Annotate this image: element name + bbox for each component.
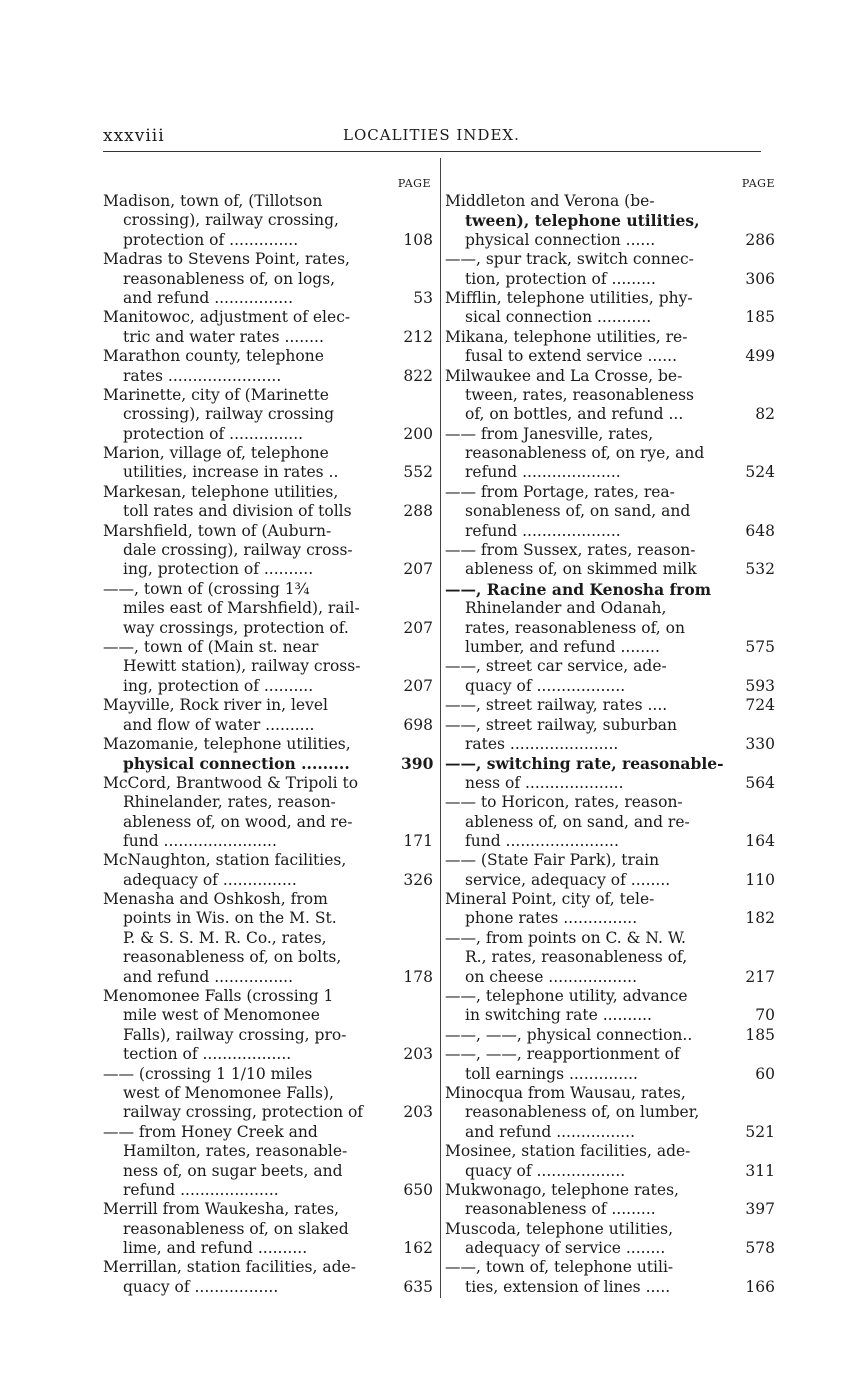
index-line	[103, 405, 433, 424]
index-line	[445, 483, 775, 502]
index-entry-text: rates, reasonableness of, on	[465, 618, 685, 637]
index-entry-text: tween), telephone utilities,	[465, 211, 700, 231]
index-line	[103, 871, 433, 890]
index-entry-text: Hamilton, rates, reasonable-	[123, 1142, 348, 1161]
index-entry-text: crossing), railway crossing,	[123, 211, 339, 230]
index-line	[445, 677, 775, 696]
index-entry-text: physical connection ......	[465, 230, 656, 249]
index-entry-text: ——, town of, telephone utili-	[445, 1258, 674, 1277]
index-line	[445, 1162, 775, 1181]
index-entry-text: way crossings, protection of.	[123, 618, 349, 637]
index-entry-text: Markesan, telephone utilities,	[103, 482, 339, 501]
page-reference: 499	[745, 347, 775, 366]
index-entry-text: ——, spur track, switch connec-	[445, 250, 694, 269]
index-entry-text: —— (crossing 1 1/10 miles	[103, 1064, 313, 1083]
index-line	[445, 1123, 775, 1142]
index-entry-text: protection of ..............	[123, 230, 299, 249]
index-line	[103, 968, 433, 987]
index-entry-text: ——, ——, physical connection..	[445, 1025, 693, 1044]
index-line	[445, 308, 775, 327]
page-reference: 650	[403, 1180, 433, 1199]
page-reference: 178	[403, 967, 433, 986]
index-entry-text: ——, from points on C. & N. W.	[445, 928, 686, 947]
index-entry-text: reasonableness of, on logs,	[123, 269, 336, 288]
index-entry-text: Milwaukee and La Crosse, be-	[445, 366, 683, 385]
page-reference: 212	[403, 327, 433, 346]
index-line	[103, 619, 433, 638]
index-entry-text: dale crossing), railway cross-	[123, 541, 353, 560]
page-reference: 166	[745, 1277, 775, 1296]
page-reference: 207	[403, 618, 433, 637]
page-reference: 521	[745, 1122, 775, 1141]
index-entry-text: ——, town of (Main st. near	[103, 637, 319, 656]
page-reference: 203	[403, 1045, 433, 1064]
page-reference: 524	[745, 463, 775, 482]
page-reference: 326	[403, 870, 433, 889]
index-entry-text: phone rates ...............	[465, 909, 638, 928]
index-line	[103, 444, 433, 463]
index-line	[103, 231, 433, 250]
page-reference: 822	[403, 366, 433, 385]
index-line	[103, 425, 433, 444]
index-entry-text: ——, ——, reapportionment of	[445, 1045, 680, 1064]
index-entry-text: Mayville, Rock river in, level	[103, 696, 328, 715]
page-reference: 162	[403, 1239, 433, 1258]
index-entry-text: tric and water rates ........	[123, 327, 324, 346]
index-entry-text: tween, rates, reasonableness	[465, 385, 694, 404]
page-reference: 185	[745, 1025, 775, 1044]
index-line	[445, 270, 775, 289]
index-entry-text: —— from Honey Creek and	[103, 1122, 318, 1141]
index-entry-text: ties, extension of lines .....	[465, 1277, 671, 1296]
index-entry-text: Falls), railway crossing, pro-	[123, 1025, 347, 1044]
index-entry-text: Mifflin, telephone utilities, phy-	[445, 288, 693, 307]
index-entry-text: P. & S. S. M. R. Co., rates,	[123, 928, 327, 947]
page-reference: 390	[401, 754, 434, 774]
index-line	[103, 754, 433, 773]
index-line	[445, 793, 775, 812]
index-line	[445, 522, 775, 541]
index-entry-text: tion, protection of .........	[465, 269, 656, 288]
index-line	[445, 425, 775, 444]
index-entry-text: Madison, town of, (Tillotson	[103, 192, 323, 210]
index-column-left	[103, 175, 433, 1297]
index-line	[445, 929, 775, 948]
index-entry-text: Mineral Point, city of, tele-	[445, 890, 655, 909]
index-entry-text: —— to Horicon, rates, reason-	[445, 793, 683, 812]
page-reference: 593	[745, 676, 775, 695]
index-line	[103, 929, 433, 948]
index-entry-text: ——, street car service, ade-	[445, 657, 667, 676]
index-entry-text: Marion, village of, telephone	[103, 444, 329, 463]
index-line	[103, 386, 433, 405]
page-reference: 288	[403, 502, 433, 521]
page-reference: 53	[413, 288, 433, 307]
index-entry-text: reasonableness of .........	[465, 1200, 656, 1219]
index-entry-text: McCord, Brantwood & Tripoli to	[103, 773, 359, 792]
page-reference: 698	[403, 715, 433, 734]
index-line	[103, 463, 433, 482]
index-entry-text: adequacy of ...............	[123, 870, 297, 889]
index-entry-text: Marinette, city of (Marinette	[103, 385, 329, 404]
index-line	[445, 1006, 775, 1025]
index-line	[103, 716, 433, 735]
index-entry-text: R., rates, reasonableness of,	[465, 948, 688, 967]
index-line	[445, 289, 775, 308]
page-number: xxxviii	[103, 126, 165, 146]
index-entry-text: refund ....................	[465, 521, 621, 540]
index-line	[445, 735, 775, 754]
index-entry-text: ——, street railway, rates ....	[445, 696, 668, 715]
index-line	[445, 444, 775, 463]
index-entry-text: and refund ................	[123, 288, 294, 307]
index-line	[445, 1200, 775, 1219]
index-entry-text: ——, street railway, suburban	[445, 715, 677, 734]
page-reference: 182	[745, 909, 775, 928]
index-line	[445, 386, 775, 405]
index-entry-text: ——, telephone utility, advance	[445, 987, 688, 1006]
index-line	[103, 1103, 433, 1122]
index-line	[445, 599, 775, 618]
index-entry-text: railway crossing, protection of	[123, 1103, 364, 1122]
page-reference: 108	[403, 230, 433, 249]
index-line	[103, 696, 433, 715]
index-line	[445, 696, 775, 715]
index-entry-text: toll earnings ..............	[465, 1064, 638, 1083]
index-entry-text: Manitowoc, adjustment of elec-	[103, 308, 351, 327]
index-line	[103, 948, 433, 967]
index-line	[103, 657, 433, 676]
index-entry-text: ness of, on sugar beets, and	[123, 1161, 343, 1180]
index-entry-text: sonableness of, on sand, and	[465, 502, 691, 521]
index-entry-text: service, adequacy of ........	[465, 870, 671, 889]
index-entry-text: tection of ..................	[123, 1045, 292, 1064]
index-line	[103, 367, 433, 386]
index-line	[103, 1142, 433, 1161]
index-entry-text: quacy of .................	[123, 1277, 279, 1296]
index-entry-text: points in Wis. on the M. St.	[123, 909, 337, 928]
index-entry-text: fusal to extend service ......	[465, 347, 678, 366]
index-entry-text: Muscoda, telephone utilities,	[445, 1219, 674, 1238]
index-line	[103, 890, 433, 909]
index-line	[103, 1006, 433, 1025]
index-line	[445, 774, 775, 793]
index-line	[103, 1200, 433, 1219]
page-reference: 164	[745, 831, 775, 850]
index-line	[445, 832, 775, 851]
index-entry-text: Merrill from Waukesha, rates,	[103, 1200, 340, 1219]
index-line	[103, 1045, 433, 1064]
index-line	[103, 192, 433, 211]
index-line	[445, 231, 775, 250]
index-line	[445, 657, 775, 676]
index-entry-text: west of Menomonee Falls),	[123, 1083, 334, 1102]
index-line	[103, 851, 433, 870]
index-line	[103, 289, 433, 308]
index-line	[103, 502, 433, 521]
page-reference: 217	[745, 967, 775, 986]
index-entry-text: Mukwonago, telephone rates,	[445, 1180, 679, 1199]
page-reference: 724	[745, 696, 775, 715]
index-line	[445, 948, 775, 967]
page-header	[103, 126, 761, 150]
index-line	[445, 638, 775, 657]
index-line	[445, 871, 775, 890]
index-line	[445, 328, 775, 347]
index-line	[445, 463, 775, 482]
page-reference: 330	[745, 734, 775, 753]
index-line	[103, 677, 433, 696]
index-line	[103, 638, 433, 657]
index-line	[445, 1103, 775, 1122]
index-line	[445, 192, 775, 211]
running-head: LOCALITIES INDEX.	[343, 126, 520, 144]
index-entry-text: ableness of, on skimmed milk	[465, 560, 697, 579]
page-reference: 635	[403, 1277, 433, 1296]
page-reference: 82	[755, 405, 775, 424]
index-entry-text: quacy of ..................	[465, 676, 626, 695]
index-entry-text: —— (State Fair Park), train	[445, 851, 660, 870]
index-entry-text: rates ......................	[465, 734, 619, 753]
index-line	[103, 813, 433, 832]
index-entry-text: Mikana, telephone utilities, re-	[445, 327, 688, 346]
index-line	[103, 1123, 433, 1142]
page-reference: 185	[745, 308, 775, 327]
index-entry-text: physical connection .........	[123, 754, 350, 774]
index-line	[445, 502, 775, 521]
index-line	[445, 716, 775, 735]
index-lines-right	[445, 192, 775, 1297]
index-line	[445, 1045, 775, 1064]
page-reference: 60	[755, 1064, 775, 1083]
index-entry-text: toll rates and division of tolls	[123, 502, 352, 521]
index-line	[103, 270, 433, 289]
index-entry-text: ——, Racine and Kenosha from	[445, 579, 712, 599]
index-line	[103, 774, 433, 793]
page-column-label: PAGE	[741, 177, 775, 190]
index-entry-text: protection of ...............	[123, 424, 304, 443]
page-reference: 575	[745, 637, 775, 656]
index-entry-text: Minocqua from Wausau, rates,	[445, 1083, 686, 1102]
index-entry-text: of, on bottles, and refund ...	[465, 405, 684, 424]
index-line	[103, 1239, 433, 1258]
index-entry-text: ableness of, on wood, and re-	[123, 812, 353, 831]
index-entry-text: reasonableness of, on bolts,	[123, 948, 342, 967]
page-reference: 203	[403, 1103, 433, 1122]
page-reference: 286	[745, 230, 775, 249]
index-line	[103, 250, 433, 269]
index-line	[445, 250, 775, 269]
page-reference: 397	[745, 1200, 775, 1219]
index-entry-text: Menomonee Falls (crossing 1	[103, 987, 334, 1006]
index-line	[445, 754, 775, 773]
page-reference: 207	[403, 676, 433, 695]
index-line	[103, 909, 433, 928]
page-reference: 552	[403, 463, 433, 482]
index-entry-text: and refund ................	[465, 1122, 636, 1141]
index-line	[445, 1258, 775, 1277]
index-line	[445, 580, 775, 599]
index-column-right	[445, 175, 775, 1297]
index-line	[103, 1278, 433, 1297]
index-entry-text: utilities, increase in rates ..	[123, 463, 339, 482]
index-entry-text: reasonableness of, on lumber,	[465, 1103, 700, 1122]
index-entry-text: crossing), railway crossing	[123, 405, 335, 424]
index-entry-text: quacy of ..................	[465, 1161, 626, 1180]
page-reference: 207	[403, 560, 433, 579]
page-column-label: PAGE	[397, 177, 431, 190]
index-line	[103, 793, 433, 812]
index-entry-text: ——, town of (crossing 1¾	[103, 579, 310, 598]
page-reference: 70	[755, 1006, 775, 1025]
index-entry-text: fund .......................	[123, 831, 277, 850]
index-line	[103, 560, 433, 579]
index-entry-text: Menasha and Oshkosh, from	[103, 890, 328, 909]
index-line	[445, 987, 775, 1006]
index-line	[103, 580, 433, 599]
index-entry-text: lime, and refund ..........	[123, 1239, 308, 1258]
page-reference: 564	[745, 773, 775, 792]
index-line	[103, 1065, 433, 1084]
index-entry-text: McNaughton, station facilities,	[103, 851, 347, 870]
page-reference: 578	[745, 1239, 775, 1258]
index-entry-text: Madras to Stevens Point, rates,	[103, 250, 350, 269]
index-entry-text: ness of ....................	[465, 773, 624, 792]
index-entry-text: Rhinelander, rates, reason-	[123, 793, 336, 812]
index-line	[103, 1181, 433, 1200]
index-entry-text: refund ....................	[123, 1180, 279, 1199]
index-entry-text: sical connection ...........	[465, 308, 652, 327]
index-line	[445, 347, 775, 366]
index-entry-text: —— from Portage, rates, rea-	[445, 482, 675, 501]
index-line	[103, 832, 433, 851]
index-line	[445, 1142, 775, 1161]
index-line	[445, 619, 775, 638]
index-line	[103, 1026, 433, 1045]
index-line	[445, 1278, 775, 1297]
index-entry-text: miles east of Marshfield), rail-	[123, 599, 360, 618]
index-line	[103, 735, 433, 754]
index-line	[103, 1220, 433, 1239]
index-entry-text: Merrillan, station facilities, ade-	[103, 1258, 356, 1277]
index-line	[445, 813, 775, 832]
index-entry-text: adequacy of service ........	[465, 1239, 666, 1258]
index-line	[103, 1258, 433, 1277]
index-line	[445, 367, 775, 386]
index-line	[445, 1220, 775, 1239]
index-entry-text: reasonableness of, on slaked	[123, 1219, 349, 1238]
index-line	[445, 405, 775, 424]
index-line	[445, 968, 775, 987]
index-entry-text: mile west of Menomonee	[123, 1006, 320, 1025]
index-line	[445, 1239, 775, 1258]
index-entry-text: ableness of, on sand, and re-	[465, 812, 690, 831]
index-entry-text: and flow of water ..........	[123, 715, 315, 734]
index-line	[445, 1065, 775, 1084]
index-entry-text: Mosinee, station facilities, ade-	[445, 1142, 691, 1161]
index-entry-text: Rhinelander and Odanah,	[465, 599, 667, 618]
index-entry-text: reasonableness of, on rye, and	[465, 444, 705, 463]
index-entry-text: —— from Janesville, rates,	[445, 424, 654, 443]
index-entry-text: refund ....................	[465, 463, 621, 482]
index-entry-text: in switching rate ..........	[465, 1006, 652, 1025]
index-entry-text: Marshfield, town of (Auburn-	[103, 521, 332, 540]
index-line	[103, 522, 433, 541]
index-entry-text: ing, protection of ..........	[123, 676, 314, 695]
index-line	[445, 1026, 775, 1045]
index-line	[445, 541, 775, 560]
page-reference: 648	[745, 521, 775, 540]
index-entry-text: ing, protection of ..........	[123, 560, 314, 579]
index-entry-text: Middleton and Verona (be-	[445, 192, 655, 210]
index-entry-text: —— from Sussex, rates, reason-	[445, 541, 696, 560]
index-entry-text: Mazomanie, telephone utilities,	[103, 734, 351, 753]
column-divider	[440, 158, 441, 1298]
index-line	[445, 890, 775, 909]
index-line	[103, 328, 433, 347]
index-entry-text: on cheese ..................	[465, 967, 637, 986]
index-line	[103, 1084, 433, 1103]
index-entry-text: rates .......................	[123, 366, 282, 385]
index-entry-text: and refund ................	[123, 967, 294, 986]
index-line	[445, 211, 775, 230]
index-line	[103, 987, 433, 1006]
index-line	[103, 599, 433, 618]
index-entry-text: fund .......................	[465, 831, 619, 850]
index-line	[103, 1162, 433, 1181]
index-line	[103, 211, 433, 230]
page-reference: 306	[745, 269, 775, 288]
index-line	[103, 483, 433, 502]
page-reference: 532	[745, 560, 775, 579]
index-line	[445, 560, 775, 579]
index-line	[445, 909, 775, 928]
index-line	[445, 1084, 775, 1103]
page-reference: 171	[403, 831, 433, 850]
index-entry-text: ——, switching rate, reasonable-	[445, 754, 724, 774]
index-line	[445, 1181, 775, 1200]
index-entry-text: lumber, and refund ........	[465, 637, 660, 656]
index-line	[103, 541, 433, 560]
index-line	[445, 851, 775, 870]
index-lines-left	[103, 192, 433, 1297]
page-reference: 200	[403, 424, 433, 443]
page-reference: 311	[745, 1161, 775, 1180]
index-line	[103, 347, 433, 366]
index-entry-text: Marathon county, telephone	[103, 347, 324, 366]
page-reference: 110	[745, 870, 775, 889]
index-line	[103, 308, 433, 327]
index-entry-text: Hewitt station), railway cross-	[123, 657, 361, 676]
header-rule	[103, 151, 761, 152]
